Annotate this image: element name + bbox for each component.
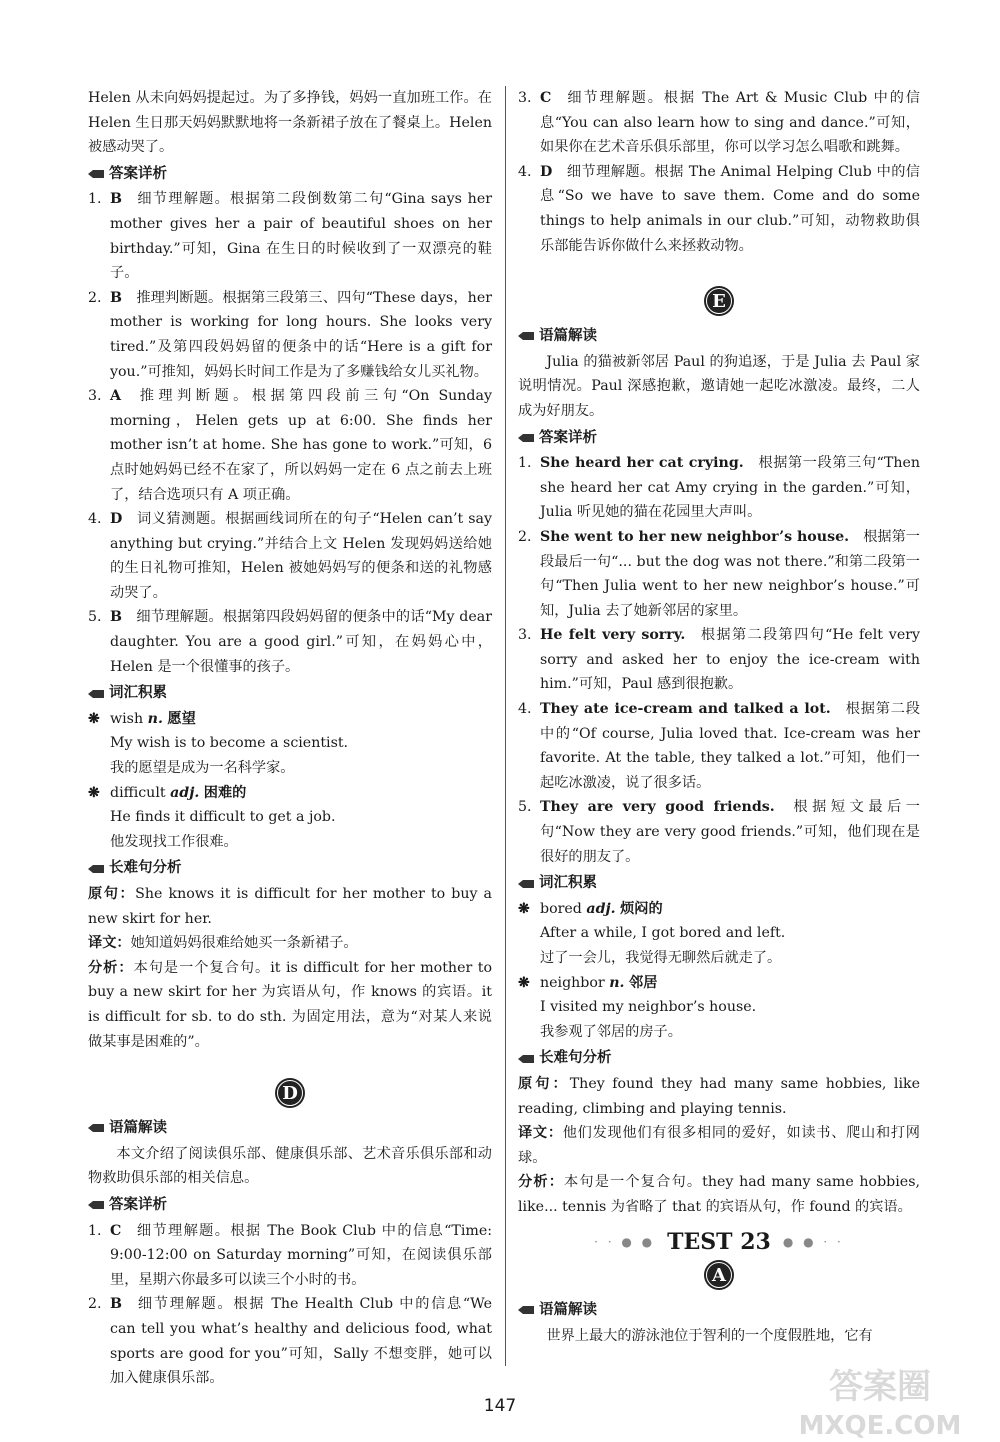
watermark-logo xyxy=(780,1356,980,1440)
answer-body xyxy=(540,86,920,160)
answer-explanation: 根据第二段第四句“He felt very sorry and asked her to enjoy the ice-cream with him.”可知，Paul 感到很抱歉。 xyxy=(540,627,921,693)
reading-summary-d: 本文介绍了阅读俱乐部、健康俱乐部、艺术音乐俱乐部和动物救助俱乐部的相关信息。 xyxy=(88,1145,492,1187)
section-a-letter: A xyxy=(712,1265,726,1287)
answer-explanation: 推理判断题。根据第四段前三句“On Sunday morning，Helen gets up at 6:00. She finds her mother isn’t at home. She has gone to work.”可知，6 点时她妈妈已经不在家了，所以妈妈一定在 6 点之前去上班了，结合选项只有 A 项正确。 xyxy=(110,388,492,503)
answer-number: 1. xyxy=(88,191,102,208)
test-title: TEST 23 xyxy=(667,1228,771,1255)
answer-explanation: 细节理解题。根据第四段妈妈留的便条中的话“My dear daughter. You are a good girl.”可知，在妈妈心中，Helen 是一个很懂事的孩子。 xyxy=(110,609,492,675)
answer-item xyxy=(88,1219,492,1293)
answer-key: He felt very sorry. xyxy=(540,627,686,644)
section-a-badge xyxy=(518,1258,920,1292)
vocab-heading: 词汇积累 xyxy=(88,681,492,706)
decorative-dots: · · ● ● xyxy=(594,1234,656,1249)
answers-heading: 答案详析 xyxy=(88,162,492,187)
answer-item xyxy=(518,525,920,623)
analysis-e: 分析：本句是一个复合句。they had many same hobbies, like... tennis 为省略了 that 的宾语从句，作 found 的宾语。 xyxy=(518,1174,920,1215)
answer-number: 4. xyxy=(88,511,102,528)
answer-key: B xyxy=(110,1296,122,1313)
vocab-example-en: My wish is to become a scientist. xyxy=(110,735,349,752)
answer-body xyxy=(540,795,920,869)
asterisk-icon: ❋ xyxy=(88,710,100,727)
answer-explanation: 根据第一段最后一句“... but the dog was not there.”和第二段第一句“Then Julia went to her new neighbor’s house.”可知，Julia 去了她新邻居的家里。 xyxy=(540,528,920,619)
vocab-example-en: After a while, I got bored and left. xyxy=(540,925,786,942)
answer-item xyxy=(88,384,492,507)
answer-key: They ate ice-cream and talked a lot. xyxy=(540,701,831,718)
answer-item xyxy=(518,623,920,697)
test-title-row xyxy=(518,1230,920,1255)
section-badge-icon xyxy=(273,1076,307,1110)
answer-item xyxy=(518,697,920,795)
answer-key: C xyxy=(540,90,552,106)
section-badge-icon xyxy=(702,1258,736,1292)
vocab-entry: difficult adj. 困难的 xyxy=(110,784,247,801)
answer-number: 5. xyxy=(88,609,102,626)
answer-number: 3. xyxy=(518,90,532,106)
vocab-entry: wish n. 愿望 xyxy=(110,710,196,727)
answer-item xyxy=(88,187,492,285)
answer-key: She went to her new neighbor’s house. xyxy=(540,528,850,545)
reading-heading: 语篇解读 xyxy=(88,1116,492,1141)
sentence-heading: 长难句分析 xyxy=(88,856,492,881)
decorative-dots: ● ● · · xyxy=(782,1234,844,1249)
answer-body xyxy=(110,1292,492,1390)
answer-key: A xyxy=(110,388,122,405)
answer-explanation: 细节理解题。根据 The Book Club 中的信息“Time: 9:00-12:00 on Saturday morning”可知，在阅读俱乐部里，星期六你最多可以读三个小时的书。 xyxy=(110,1222,492,1288)
watermark-line2: MXQE.COM xyxy=(798,1411,962,1440)
answer-explanation: 细节理解题。根据第二段倒数第二句“Gina says her mother gives her a pair of beautiful shoes on her birthday.”可知，Gina 在生日的时候收到了一双漂亮的鞋子。 xyxy=(110,191,492,282)
answer-explanation: 根据短文最后一句“Now they are very good friends.”可知，他们现在是很好的朋友了。 xyxy=(540,799,920,865)
vocab-heading-e: 词汇积累 xyxy=(518,871,920,896)
vocab-word xyxy=(88,707,492,732)
answer-key: D xyxy=(540,163,553,180)
answer-number: 2. xyxy=(88,289,102,306)
pencil-icon xyxy=(88,169,104,179)
answer-key: B xyxy=(110,191,122,208)
answer-key: B xyxy=(110,609,122,626)
left-column xyxy=(88,86,492,1391)
pencil-icon xyxy=(518,433,534,443)
answer-body xyxy=(110,384,492,507)
reading-summary-e: Julia 的猫被新邻居 Paul 的狗追逐，于是 Julia 去 Paul 家说明情况。Paul 深感抱歉，邀请她一起吃冰激凌。最终，二人成为好朋友。 xyxy=(518,353,920,419)
vocab-list-e xyxy=(518,897,920,1045)
pencil-icon xyxy=(88,689,104,699)
answer-explanation: 推理判断题。根据第三段第三、四句“These days，her mother is working for long hours. She looks very tired.”及第四段妈妈留的便条中的话“Here is a gift for you.”可推知，妈妈长时间工作是为了多赚钱给女儿买礼物。 xyxy=(110,289,492,380)
answer-key: They are very good friends. xyxy=(540,799,775,816)
answer-list xyxy=(88,187,492,679)
answer-explanation: 根据第二段中的“Of course, Julia loved that. Ice-cream was her favorite. At the table, they talked a lot.”可知，他们一起吃冰激凌，说了很多话。 xyxy=(540,701,920,791)
answer-list-e xyxy=(518,451,920,869)
pencil-icon xyxy=(88,1123,104,1133)
original-sentence-e: 原句：They found they had many same hobbies, like reading, climbing and playing tennis. xyxy=(518,1075,920,1117)
answer-item xyxy=(518,160,920,258)
answer-body xyxy=(110,605,492,679)
vocab-example-en: I visited my neighbor’s house. xyxy=(540,999,757,1016)
pencil-icon xyxy=(518,879,534,889)
reading-summary-a: 世界上最大的游泳池位于智利的一个度假胜地，它有 xyxy=(546,1327,873,1344)
vocab-entry: bored adj. 烦闷的 xyxy=(540,900,663,917)
section-e-letter: E xyxy=(712,291,726,313)
analysis: 分析：本句是一个复合句。it is difficult for her mother to buy a new skirt for her 为宾语从句，作 knows 的宾语。it is difficult for sb. to do sth. 为固定用法，意为“对某人来说做某事是困难的”。 xyxy=(88,959,492,1050)
answer-key: D xyxy=(110,511,123,528)
answer-explanation: 细节理解题。根据 The Animal Helping Club 中的信息“So we have to save them. Come and do some things to help animals in our club.”可知，动物救助俱乐部能告诉你做什么来拯救动物。 xyxy=(540,163,920,254)
answer-list-d xyxy=(88,1219,492,1391)
answer-body xyxy=(110,187,492,285)
answer-item xyxy=(88,1292,492,1390)
section-badge-icon xyxy=(702,284,736,318)
vocab-list xyxy=(88,707,492,855)
answers-heading-d: 答案详析 xyxy=(88,1193,492,1218)
answer-body xyxy=(540,623,920,697)
answer-item xyxy=(88,507,492,605)
pencil-icon xyxy=(88,864,104,874)
page-number: 147 xyxy=(483,1396,517,1416)
answer-number: 2. xyxy=(88,1296,102,1313)
answer-body xyxy=(540,525,920,623)
section-d-badge xyxy=(88,1076,492,1110)
reading-heading-a: 语篇解读 xyxy=(518,1298,920,1323)
answer-key: C xyxy=(110,1222,122,1239)
original-sentence: 原句：She knows it is difficult for her mother to buy a new skirt for her. xyxy=(88,886,492,927)
vocab-example-zh: 我的愿望是成为一名科学家。 xyxy=(110,760,295,777)
answer-item xyxy=(518,795,920,869)
answer-number: 3. xyxy=(88,388,102,405)
translation-e: 译文：他们发现他们有很多相同的爱好，如读书、爬山和打网球。 xyxy=(518,1125,920,1166)
vocab-word xyxy=(88,781,492,806)
watermark-line1: 答案圈 xyxy=(829,1367,931,1407)
answer-number: 3. xyxy=(518,627,532,644)
vocab-word xyxy=(518,971,920,996)
vocab-example-zh: 我参观了邻居的房子。 xyxy=(540,1023,682,1040)
column-divider xyxy=(505,86,506,1366)
answer-body xyxy=(540,160,920,258)
answer-number: 5. xyxy=(518,799,532,816)
answers-heading-e: 答案详析 xyxy=(518,426,920,451)
sentence-heading-e: 长难句分析 xyxy=(518,1046,920,1071)
answer-key: She heard her cat crying. xyxy=(540,455,744,472)
vocab-entry: neighbor n. 邻居 xyxy=(540,974,658,991)
section-d-letter: D xyxy=(282,1083,298,1105)
pencil-icon xyxy=(518,1054,534,1064)
answer-explanation: 细节理解题。根据 The Art & Music Club 中的信息“You can also learn how to sing and dance.”可知，如果你在艺术音乐俱乐部里，你可以学习怎么唱歌和跳舞。 xyxy=(540,90,920,156)
answer-item xyxy=(88,605,492,679)
vocab-example-en: He finds it difficult to get a job. xyxy=(110,809,336,826)
answer-item xyxy=(518,451,920,525)
answer-number: 4. xyxy=(518,701,532,718)
reading-heading-e: 语篇解读 xyxy=(518,324,920,349)
answer-item xyxy=(88,286,492,384)
section-e-badge xyxy=(518,284,920,318)
asterisk-icon: ❋ xyxy=(518,974,530,991)
answer-body xyxy=(540,697,920,795)
translation: 译文：她知道妈妈很难给她买一条新裙子。 xyxy=(88,935,358,952)
answer-number: 1. xyxy=(88,1222,102,1239)
answer-key: B xyxy=(110,289,122,306)
pencil-icon xyxy=(518,331,534,341)
answer-body xyxy=(540,451,920,525)
intro-paragraph: Helen 从未向妈妈提起过。为了多挣钱，妈妈一直加班工作。在 Helen 生日那天妈妈默默地将一条新裙子放在了餐桌上。Helen 被感动哭了。 xyxy=(88,90,492,156)
pencil-icon xyxy=(88,1200,104,1210)
asterisk-icon: ❋ xyxy=(518,900,530,917)
answer-explanation: 根据第一段第三句“Then she heard her cat Amy crying in the garden.”可知，Julia 听见她的猫在花园里大声叫。 xyxy=(540,455,920,521)
answer-body xyxy=(110,507,492,605)
answer-list-d-cont xyxy=(518,86,920,258)
answer-explanation: 词义猜测题。根据画线词所在的句子“Helen can’t say anything but crying.”并结合上文 Helen 发现妈妈送给她的生日礼物可推知，Helen 被她妈妈写的便条和送的礼物感动哭了。 xyxy=(110,511,492,601)
answer-number: 1. xyxy=(518,455,532,472)
pencil-icon xyxy=(518,1305,534,1315)
vocab-example-zh: 他发现找工作很难。 xyxy=(110,833,238,850)
answer-body xyxy=(110,1219,492,1293)
vocab-example-zh: 过了一会儿，我觉得无聊然后就走了。 xyxy=(540,950,782,966)
asterisk-icon: ❋ xyxy=(88,784,100,801)
right-column xyxy=(518,86,920,1348)
vocab-word xyxy=(518,897,920,922)
answer-item xyxy=(518,86,920,160)
answer-explanation: 细节理解题。根据 The Health Club 中的信息“We can tell you what’s healthy and delicious food, what sports are good for you”可知，Sally 不想变胖，她可以加入健康俱乐部。 xyxy=(110,1296,492,1387)
answer-number: 2. xyxy=(518,528,532,545)
answer-body xyxy=(110,286,492,384)
answer-number: 4. xyxy=(518,163,532,180)
